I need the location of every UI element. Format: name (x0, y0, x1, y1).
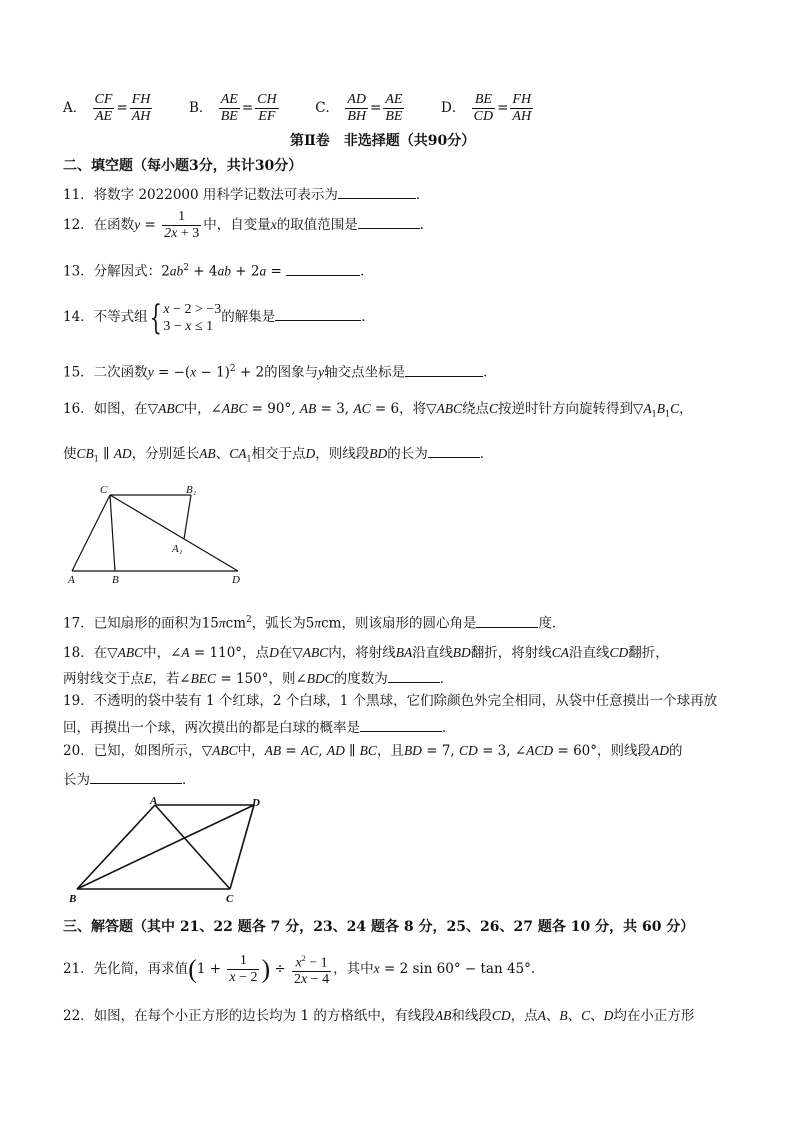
segment-cd (110, 495, 238, 571)
q15-suffix2: 轴交点坐标是 (324, 364, 406, 381)
question-18-line1: 18．在▽ABC中，∠A = 110°，点D在▽ABC内，将射线BA沿直线BD翻折，将射线CA沿直线CD翻折， (63, 645, 669, 661)
q16-text: 相交于点 (251, 446, 306, 462)
volume-title: 第Ⅱ卷 非选择题（共90分） (290, 133, 476, 149)
q14-suffix: 的解集是 (221, 309, 276, 325)
question-16-line2: 使$CB_1$ ∥ AD，分别延长AB、$CA_1$相交于点D，则线段BD的长为 ． (63, 443, 493, 469)
section3-heading: 三、解答题（其中 21、22 题各 7 分，23、24 题各 8 分，25、26、27 题各 10 分，共 60 分） (63, 919, 695, 935)
option-d-frac1: $\frac{BE}{CD}$ (473, 92, 494, 124)
figure2-label-d: D (252, 797, 260, 809)
q21-text: ，其中 (333, 961, 374, 977)
question-21: 21．先化简，再求值(1 + $\frac{1}{x - 2}$ ) ÷ $\frac{x^2 - 1}{2x - 4}$ ，其中x = 2 sin 60° − tan 45°． (63, 948, 544, 990)
q12-suffix2: 的取值范围是 (276, 217, 358, 233)
q18-text: 在 (278, 645, 293, 661)
q20-text: 20．已知，如图所示， (63, 743, 202, 759)
q15-suffix: 的图象与 (264, 364, 319, 381)
q11-text: 11．将数字 2022000 用科学记数法可表示为 (63, 187, 338, 203)
segment-ca (72, 495, 110, 571)
q20-text: 的 (669, 743, 683, 759)
q21-fraction2: $\frac{x^2 - 1}{2x - 4}$ (292, 951, 331, 989)
option-d-frac2: $\frac{FH}{AH}$ (512, 92, 532, 124)
answer-blank (275, 306, 361, 321)
figure2-label-a: A (150, 795, 158, 807)
answer-blank (405, 362, 483, 377)
q17-text: 17．已知扇形的面积为 (63, 615, 202, 632)
figure1-label-c: C (100, 484, 108, 496)
option-a-label: A． (63, 100, 87, 116)
option-b-label: B． (189, 100, 213, 116)
answer-blank (358, 214, 420, 229)
q15-prefix: 15．二次函数 (63, 364, 148, 381)
option-d-label: D． (441, 100, 466, 116)
q16-text: 使 (63, 446, 77, 462)
q18-text: 两射线交于点 (63, 671, 144, 687)
q18-text: 的度数为 (333, 671, 388, 687)
question-18-line2: 两射线交于点E，若∠BEC = 150°，则∠BDC的度数为 ． (63, 668, 453, 688)
q22-text: 均在小正方形 (613, 1008, 695, 1024)
answer-blank (90, 769, 182, 784)
option-c-label: C． (315, 100, 340, 116)
option-a-frac1: $\frac{CF}{AE}$ (94, 92, 113, 124)
q17-text: 度． (538, 615, 566, 632)
question-14: 14．不等式组{ x − 2 > −3 3 − x ≤ 1 的解集是 ． (63, 297, 375, 338)
figure1-label-a1: A₁ (172, 543, 183, 555)
q17-text: ，则该扇形的圆心角是 (341, 615, 477, 632)
question-15: 15．二次函数$y = -(x - 1)^2 + 2$的图象与y轴交点坐标是 ． (63, 360, 497, 382)
q16-text: 的长为 (387, 446, 428, 462)
q19-text: 回，再摸出一个球，两次摸出的都是白球的概率是 (63, 720, 360, 736)
answer-options-row: A． $\frac{CF}{AE}$ = $\frac{FH}{AH}$ B． $\frac{AE}{BE}$ = $\frac{CH}{EF}$ C． $\frac{AD}{BH}$ = $\frac{AE}{BE}$ D． $\frac{BE}{CD}$ = $\frac{FH}{AH}$ (63, 92, 532, 124)
q14-prefix: 14．不等式组 (63, 309, 148, 325)
q18-text: ，若 (152, 671, 180, 687)
answer-blank (360, 717, 442, 732)
option-c-frac2: $\frac{AE}{BE}$ (385, 92, 403, 124)
q16-text: 绕点 (462, 401, 490, 417)
q20-text: ，则线段 (597, 743, 651, 759)
q18-text: ，点 (242, 645, 270, 661)
answer-blank (428, 443, 480, 458)
q18-text: 沿直线 (412, 645, 453, 661)
question-22: 22．如图，在每个小正方形的边长均为 1 的方格纸中，有线段AB和线段CD，点A、B、C、D均在小正方形 (63, 1008, 695, 1024)
q20-text: ，且 (376, 743, 404, 759)
question-19-line2: 回，再摸出一个球，两次摸出的都是白球的概率是 ． (63, 717, 456, 737)
q16-text: 按逆时针方向旋转得到 (498, 401, 634, 417)
answer-blank (476, 613, 538, 628)
q12-fraction: $\frac{1}{2x + 3}$ (164, 209, 200, 241)
option-c-frac1: $\frac{AD}{BH}$ (347, 92, 367, 124)
q13-prefix: 13．分解因式： (63, 263, 162, 280)
question-20-line2: 长为 ． (63, 769, 196, 789)
question-12: 12．在函数y = $\frac{1}{2x + 3}$ 中，自变量x的取值范围是 ． (63, 209, 434, 241)
question-17: 17．已知扇形的面积为15πcm$^2$，弧长为5πcm，则该扇形的圆心角是 度． (63, 611, 565, 633)
segment-dc (230, 805, 254, 889)
segment-cb (110, 495, 115, 571)
q16-text: ，分别延长 (131, 446, 200, 462)
q18-text: 18．在 (63, 645, 108, 661)
option-b-frac2: $\frac{CH}{EF}$ (257, 92, 277, 124)
segment-ab (77, 805, 155, 889)
q18-text: 内，将射线 (328, 645, 396, 661)
q20-text: 中， (237, 743, 265, 759)
figure1-label-d: D (232, 574, 240, 586)
q16-text: 中， (183, 401, 211, 417)
figure1-label-a: A (68, 574, 75, 586)
question-20-line1: 20．已知，如图所示，▽ABC中，AB = AC, AD ∥ BC，且BD = 7, CD = 3, ∠ACD = 60°，则线段AD的 (63, 743, 683, 759)
q12-suffix: 中，自变量 (203, 217, 271, 233)
question-16-line1: 16．如图，在▽ABC中，∠ABC = 90°, AB = 3, AC = 6，将▽ABC绕点C按逆时针方向旋转得到$▽A_1B_1C$， (63, 401, 693, 419)
q18-text: 沿直线 (568, 645, 610, 661)
answer-blank (286, 261, 360, 276)
q16-text: 、 (215, 446, 230, 462)
q16-text: 16．如图，在 (63, 401, 148, 417)
figure2-label-b: B (69, 893, 77, 905)
answer-blank (388, 668, 440, 683)
q18-text: 中， (143, 645, 171, 661)
q16-text: ，将 (399, 401, 427, 417)
figure-triangle-rotation (60, 478, 260, 588)
q21-fraction1: $\frac{1}{x - 2}$ (229, 953, 258, 985)
q21-text: 21．先化简，再求值 (63, 961, 189, 977)
q22-text: 22．如图，在每个小正方形的边长均为 1 的方格纸中，有线段 (63, 1008, 435, 1024)
figure1-label-b1: B₁ (186, 484, 197, 496)
q17-text: ，弧长为 (251, 615, 306, 632)
q14-system: x − 2 > −3 3 − x ≤ 1 (163, 301, 222, 334)
figure1-label-b: B (112, 574, 119, 586)
q22-text: ，点 (510, 1008, 538, 1024)
figure2-label-c: C (226, 893, 234, 905)
q18-text: 翻折， (628, 645, 669, 661)
figure-trapezoid (66, 794, 276, 906)
q22-text: 和线段 (451, 1008, 492, 1024)
section2-heading: 二、填空题（每小题3分，共计30分） (63, 158, 303, 174)
segment-b1a1 (184, 495, 191, 539)
q12-prefix: 12．在函数 (63, 217, 135, 233)
q18-text: ，则 (268, 671, 296, 687)
option-a-frac2: $\frac{FH}{AH}$ (131, 92, 151, 124)
answer-blank (338, 184, 416, 199)
question-19-line1: 19．不透明的袋中装有 1 个红球，2 个白球，1 个黑球，它们除颜色外完全相同，从袋中任意摸出一个球再放 (63, 693, 718, 709)
q16-text: ，则线段 (315, 446, 370, 462)
q20-text: 长为 (63, 772, 90, 788)
question-13: 13．分解因式：$2ab^2 + 4ab + 2a$ = ． (63, 259, 374, 281)
q18-text: 翻折，将射线 (470, 645, 552, 661)
option-b-frac1: $\frac{AE}{BE}$ (220, 92, 238, 124)
question-11: 11．将数字 2022000 用科学记数法可表示为 ． (63, 184, 429, 204)
